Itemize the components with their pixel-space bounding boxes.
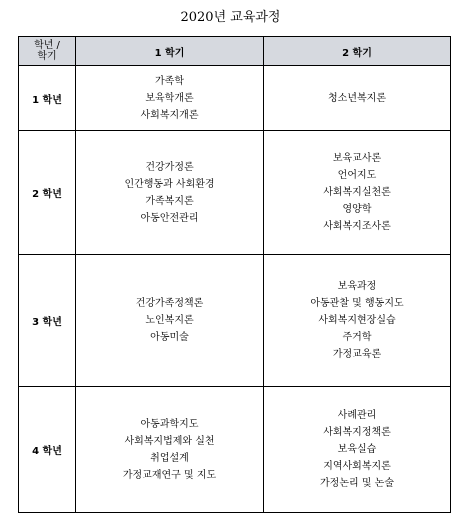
subject-item: 청소년복지론 [328, 92, 386, 104]
subject-item: 가족복지론 [145, 195, 194, 207]
subject-item: 인간행동과 사회환경 [124, 178, 215, 190]
year-cell: 4 학년 [19, 387, 76, 513]
semester1-cell [76, 387, 264, 513]
table-row [19, 66, 451, 131]
subject-item: 언어지도 [337, 170, 377, 181]
semester2-header: 2 학기 [264, 37, 451, 66]
subject-item: 건강가족정책론 [135, 298, 204, 309]
subject-item: 사회복지현장실습 [318, 315, 396, 326]
subject-item: 사회복지법제와 실천 [124, 435, 215, 447]
subject-item: 아동관찰 및 행동지도 [310, 298, 404, 309]
subject-item: 취업설계 [150, 452, 189, 464]
year-cell: 2 학년 [19, 131, 76, 255]
subject-item: 가정논리 및 논술 [320, 478, 394, 489]
subject-item: 사회복지정책론 [323, 427, 391, 438]
table-row [19, 255, 451, 387]
subject-item: 사례관리 [337, 410, 377, 421]
subject-item: 건강가정론 [145, 161, 194, 173]
subject-item: 사회복지실천론 [323, 187, 391, 198]
semester1-cell [76, 66, 264, 131]
subject-item: 가족학 [155, 75, 184, 87]
semester2-cell [264, 255, 451, 387]
page-title: 2020년 교육과정 [180, 10, 281, 25]
subject-item: 가정교육론 [332, 349, 382, 360]
semester2-cell [264, 387, 451, 513]
subject-item: 아동안전관리 [140, 212, 199, 224]
subject-item: 보육실습 [337, 444, 377, 455]
table-row [19, 131, 451, 255]
corner-label-year: 학년 / [34, 40, 60, 51]
semester1-header: 1 학기 [76, 37, 264, 66]
semester2-cell [264, 131, 451, 255]
year-cell: 1 학년 [19, 66, 76, 131]
semester1-cell [76, 255, 264, 387]
subject-item: 보육학개론 [145, 92, 194, 104]
subject-item: 보육과정 [337, 281, 377, 292]
subject-item: 보육교사론 [332, 153, 382, 164]
corner-label-semester: 학기 [37, 51, 57, 62]
corner-header-cell [19, 37, 76, 66]
subject-item: 아동과학지도 [140, 418, 199, 430]
table-row [19, 387, 451, 513]
subject-item: 영양학 [342, 204, 372, 215]
semester2-cell [264, 66, 451, 131]
header-row [19, 37, 451, 66]
subject-item: 지역사회복지론 [323, 461, 391, 472]
subject-item: 아동미술 [150, 332, 189, 343]
subject-item: 가정교재연구 및 지도 [122, 469, 217, 481]
semester1-cell [76, 131, 264, 255]
year-cell: 3 학년 [19, 255, 76, 387]
subject-item: 주거학 [342, 332, 372, 343]
subject-item: 사회복지개론 [140, 109, 199, 121]
subject-item: 사회복지조사론 [323, 221, 391, 232]
curriculum-table [18, 36, 451, 513]
subject-item: 노인복지론 [145, 315, 194, 326]
